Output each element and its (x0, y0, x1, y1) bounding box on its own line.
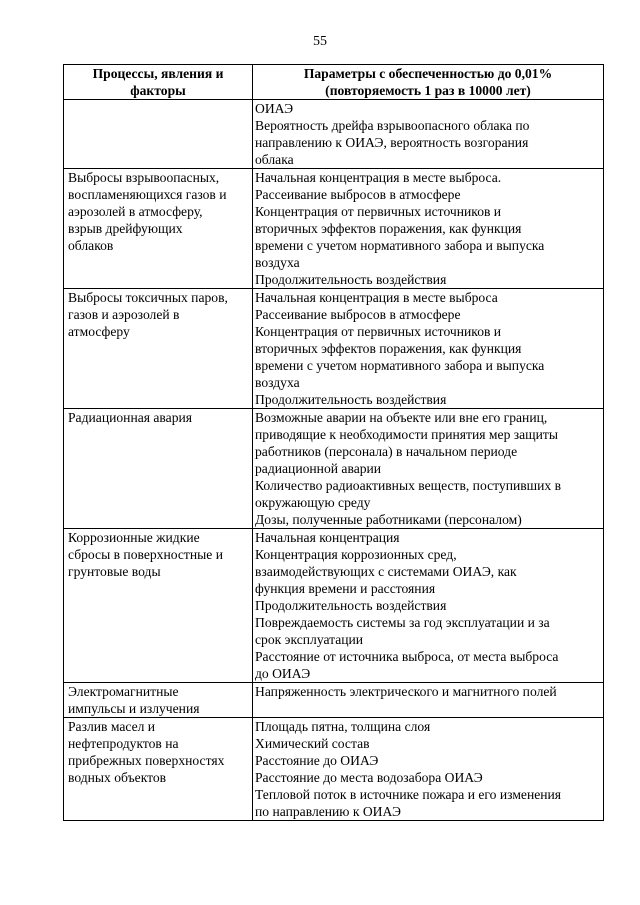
process-line: сбросы в поверхностные и (68, 547, 223, 562)
parameter-line: окружающую среду (255, 495, 371, 510)
table-row (64, 683, 604, 718)
parameter-line: Расстояние от источника выброса, от места выброса (255, 649, 559, 664)
process-cell (64, 683, 253, 718)
parameter-line: приводящие к необходимости принятия мер защиты (255, 427, 558, 442)
parameter-line: Химический состав (255, 736, 370, 751)
process-line: нефтепродуктов на (68, 736, 179, 751)
parameter-line: Дозы, полученные работниками (персоналом) (255, 512, 522, 527)
table-row (64, 289, 604, 409)
table-row (64, 100, 604, 169)
header-processes-line: факторы (130, 83, 186, 98)
parameter-cell (253, 683, 604, 718)
parameter-line: ОИАЭ (255, 101, 294, 116)
header-parameters-line: (повторяемость 1 раз в 10000 лет) (325, 83, 531, 98)
parameter-line: Расстояние до ОИАЭ (255, 753, 379, 768)
parameter-line: работников (персонала) в начальном периоде (255, 444, 518, 459)
process-line: Разлив масел и (68, 719, 156, 734)
process-cell (64, 529, 253, 683)
process-line: прибрежных поверхностях (68, 753, 225, 768)
parameter-line: Продолжительность воздействия (255, 392, 447, 407)
process-line: водных объектов (68, 770, 167, 785)
process-line: Выбросы взрывоопасных, (68, 170, 220, 185)
parameter-cell (253, 100, 604, 169)
parameter-line: вторичных эффектов поражения, как функция (255, 341, 522, 356)
parameter-line: Количество радиоактивных веществ, поступивших в (255, 478, 562, 493)
process-line: аэрозолей в атмосферу, (68, 204, 203, 219)
table-header-row (64, 65, 604, 100)
parameter-cell (253, 169, 604, 289)
parameter-line: Рассеивание выбросов в атмосфере (255, 307, 461, 322)
parameter-line: времени с учетом нормативного забора и выпуска (255, 358, 545, 373)
parameter-cell (253, 529, 604, 683)
header-parameters (253, 65, 604, 100)
parameter-line: Продолжительность воздействия (255, 272, 447, 287)
parameter-line: Продолжительность воздействия (255, 598, 447, 613)
parameter-line: Возможные аварии на объекте или вне его границ, (255, 410, 548, 425)
table-row (64, 529, 604, 683)
parameter-line: до ОИАЭ (255, 666, 311, 681)
process-line: Выбросы токсичных паров, (68, 290, 228, 305)
process-cell (64, 169, 253, 289)
parameter-line: времени с учетом нормативного забора и выпуска (255, 238, 545, 253)
header-processes (64, 65, 253, 100)
process-cell (64, 409, 253, 529)
parameter-line: Напряженность электрического и магнитного полей (255, 684, 557, 699)
table-row (64, 409, 604, 529)
parameter-line: воздуха (255, 375, 300, 390)
parameter-line: облака (255, 152, 294, 167)
parameters-table (63, 64, 604, 821)
parameter-line: Концентрация от первичных источников и (255, 324, 502, 339)
table-body (64, 100, 604, 821)
process-line: газов и аэрозолей в (68, 307, 180, 322)
parameter-line: Тепловой поток в источнике пожара и его изменения (255, 787, 562, 802)
process-line: взрыв дрейфующих (68, 221, 183, 236)
header-processes-line: Процессы, явления и (92, 66, 224, 81)
parameter-line: Площадь пятна, толщина слоя (255, 719, 431, 734)
parameter-line: Расстояние до места водозабора ОИАЭ (255, 770, 483, 785)
process-line: импульсы и излучения (68, 701, 200, 716)
parameter-line: направлению к ОИАЭ, вероятность возгорания (255, 135, 529, 150)
table-row (64, 169, 604, 289)
parameter-line: воздуха (255, 255, 300, 270)
header-parameters-line: Параметры с обеспеченностью до 0,01% (303, 66, 553, 81)
process-line: воспламеняющихся газов и (68, 187, 227, 202)
process-cell (64, 718, 253, 821)
parameter-line: срок эксплуатации (255, 632, 364, 647)
parameter-line: Концентрация от первичных источников и (255, 204, 502, 219)
parameter-line: Концентрация коррозионных сред, (255, 547, 457, 562)
parameter-line: Начальная концентрация (255, 530, 400, 545)
parameter-line: функция времени и расстояния (255, 581, 436, 596)
parameter-cell (253, 718, 604, 821)
parameter-line: взаимодействующих с системами ОИАЭ, как (255, 564, 517, 579)
process-cell (64, 100, 253, 169)
process-line: Радиационная авария (68, 410, 193, 425)
process-line: грунтовые воды (68, 564, 161, 579)
parameter-line: Начальная концентрация в месте выброса (255, 290, 498, 305)
process-cell (64, 289, 253, 409)
parameter-line: Начальная концентрация в месте выброса. (255, 170, 502, 185)
parameter-line: радиационной аварии (255, 461, 382, 476)
parameter-line: Рассеивание выбросов в атмосфере (255, 187, 461, 202)
parameter-line: по направлению к ОИАЭ (255, 804, 401, 819)
parameter-cell (253, 409, 604, 529)
parameter-line: вторичных эффектов поражения, как функция (255, 221, 522, 236)
page-number: 55 (313, 34, 327, 49)
table-row (64, 718, 604, 821)
parameter-line: Вероятность дрейфа взрывоопасного облака по (255, 118, 530, 133)
parameter-line: Повреждаемость системы за год эксплуатации и за (255, 615, 550, 630)
process-line: атмосферу (68, 324, 130, 339)
process-line: Коррозионные жидкие (68, 530, 200, 545)
parameter-cell (253, 289, 604, 409)
process-line: Электромагнитные (68, 684, 179, 699)
process-line: облаков (68, 238, 114, 253)
